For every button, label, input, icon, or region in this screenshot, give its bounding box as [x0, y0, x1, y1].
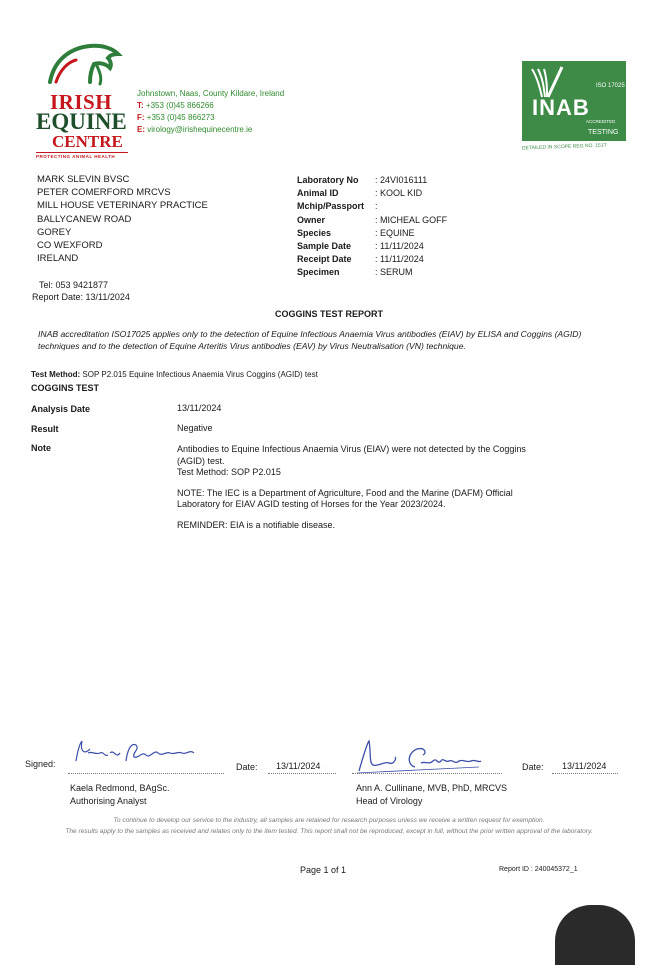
right-signature-line — [352, 773, 502, 774]
inab-iso: ISO 17025 — [596, 83, 625, 89]
signed-label: Signed: — [25, 759, 56, 769]
detail-row — [297, 200, 447, 213]
tel-key: T: — [137, 101, 144, 110]
disclaimer-line: To continue to develop our service to the industry, all samples are retained for research purposes unless we receive a written request for exemption. — [113, 817, 545, 824]
left-signer-name: Kaela Redmond, BAgSc. — [70, 783, 170, 793]
detail-value: : KOOL KID — [375, 188, 423, 199]
right-date-value: 13/11/2024 — [562, 761, 607, 771]
detail-label: Laboratory No — [297, 175, 359, 185]
detail-label: Specimen — [297, 267, 340, 278]
test-method-label: Test Method: — [31, 370, 81, 379]
logo-tagline: PROTECTING ANIMAL HEALTH — [36, 154, 116, 159]
analysis-date-label: Analysis Date — [31, 404, 91, 414]
overlay-corner-button[interactable] — [555, 905, 635, 965]
detail-value: : 24VI016111 — [375, 175, 428, 185]
detail-row — [297, 214, 447, 227]
address-line: IRELAND — [37, 253, 79, 265]
left-date-label: Date: — [236, 762, 258, 772]
horse-logo-icon — [44, 38, 124, 86]
address-line: MARK SLEVIN BVSC — [37, 174, 130, 185]
right-date-line — [552, 773, 618, 774]
detail-label: Sample Date — [297, 241, 352, 252]
address-line: MILL HOUSE VETERINARY PRACTICE — [37, 200, 208, 212]
address-line: PETER COMERFORD MRCVS — [37, 187, 171, 199]
inab-badge — [521, 61, 626, 152]
logo-rule — [36, 152, 128, 153]
detail-row — [297, 227, 447, 240]
note-label: Note — [31, 443, 51, 453]
detail-label: Owner — [297, 214, 326, 225]
detail-value: : 11/11/2024 — [375, 241, 424, 252]
detail-value: : — [375, 201, 378, 212]
analysis-date-value: 13/11/2024 — [177, 403, 222, 413]
detail-value: : SERUM — [375, 267, 413, 278]
right-signer-name: Ann A. Cullinane, MVB, PhD, MRCVS — [356, 783, 508, 793]
report-id: Report ID : 240045372_1 — [499, 866, 578, 873]
contact-fax: +353 (0)45 866273 — [146, 113, 215, 122]
footer-disclaimer — [40, 815, 618, 837]
test-method-value: SOP P2.015 Equine Infectious Anaemia Virus Coggins (AGID) test — [82, 370, 318, 379]
result-label: Result — [31, 424, 59, 434]
contact-email: virology@irishequinecentre.ie — [147, 125, 253, 134]
recipient-tel: Tel: 053 9421877 — [39, 280, 109, 290]
page-number: Page 1 of 1 — [300, 865, 347, 875]
disclaimer-line: The results apply to the samples as received and relates only to the item tested. This report shall not be reproduced, except in full, without the prior written approval of the laboratory. — [65, 828, 593, 835]
iec-logo — [36, 38, 136, 163]
left-signature — [70, 737, 200, 772]
left-signer-role: Authorising Analyst — [70, 796, 147, 806]
detail-label: Mchip/Passport — [297, 201, 365, 212]
report-date: Report Date: 13/11/2024 — [32, 292, 130, 302]
detail-label: Receipt Date — [297, 254, 352, 265]
inab-scope: DETAILED IN SCOPE REG NO. 151T — [521, 142, 607, 152]
result-value: Negative — [177, 423, 213, 433]
logo-equine: EQUINE — [36, 109, 127, 134]
right-date-label: Date: — [522, 762, 544, 772]
inab-brand: INAB — [532, 95, 590, 120]
detail-label: Animal ID — [297, 188, 339, 199]
report-title: COGGINS TEST REPORT — [274, 309, 383, 319]
detail-row — [297, 253, 447, 266]
detail-value: : EQUINE — [375, 227, 415, 238]
logo-irish: IRISH — [50, 90, 113, 114]
detail-value: : MICHEAL GOFF — [375, 214, 448, 225]
address-line: GOREY — [37, 226, 72, 238]
signature-cullinane-icon — [355, 737, 485, 775]
contact-tel: +353 (0)45 866266 — [145, 101, 214, 110]
detail-row — [297, 174, 447, 187]
accreditation-text: INAB accreditation ISO17025 applies only to the detection of Equine Infectious Anaemia Virus antibodies (EIAV) by ELISA and Coggins (AGID) techniques and to the detection of Equine Arteritis Virus antibodies (EAV) by Virus Neutralisation (VN) technique. — [38, 329, 582, 351]
address-line: CO WEXFORD — [37, 240, 103, 252]
email-key: E: — [137, 125, 145, 134]
left-date-value: 13/11/2024 — [276, 761, 321, 771]
logo-centre: CENTRE — [52, 132, 123, 151]
detail-row — [297, 266, 447, 279]
detail-label: Species — [297, 227, 332, 238]
sample-details — [297, 174, 447, 280]
detail-value: : 11/11/2024 — [375, 254, 424, 265]
address-line: BALLYCANEW ROAD — [37, 213, 132, 225]
recipient-address — [37, 173, 208, 265]
note-text: Antibodies to Equine Infectious Anaemia Virus (EIAV) were not detected by the Coggins (AGID) test. — [177, 444, 526, 466]
contact-address: Johnstown, Naas, County Kildare, Ireland — [137, 89, 285, 98]
left-date-line — [268, 773, 336, 774]
detail-row — [297, 240, 447, 253]
signature-redmond-icon — [70, 737, 200, 767]
inab-testing: TESTING — [588, 129, 619, 136]
right-signer-role: Head of Virology — [356, 796, 423, 806]
note-dafm: NOTE: The IEC is a Department of Agriculture, Food and the Marine (DAFM) Official Laboratory for EIAV AGID testing of Horses for the Year 2023/2024. — [177, 487, 513, 510]
note-reminder: REMINDER: EIA is a notifiable disease. — [177, 519, 336, 530]
inab-accredited: ACCREDITED — [586, 119, 616, 124]
contact-block — [137, 88, 284, 136]
test-method — [31, 370, 318, 379]
detail-row — [297, 187, 447, 200]
left-signature-line — [68, 773, 224, 774]
inab-wave-icon — [528, 65, 568, 99]
section-title: COGGINS TEST — [31, 383, 100, 393]
fax-key: F: — [137, 113, 145, 122]
note-block — [177, 444, 537, 541]
note-method: Test Method: SOP P2.015 — [177, 467, 281, 478]
